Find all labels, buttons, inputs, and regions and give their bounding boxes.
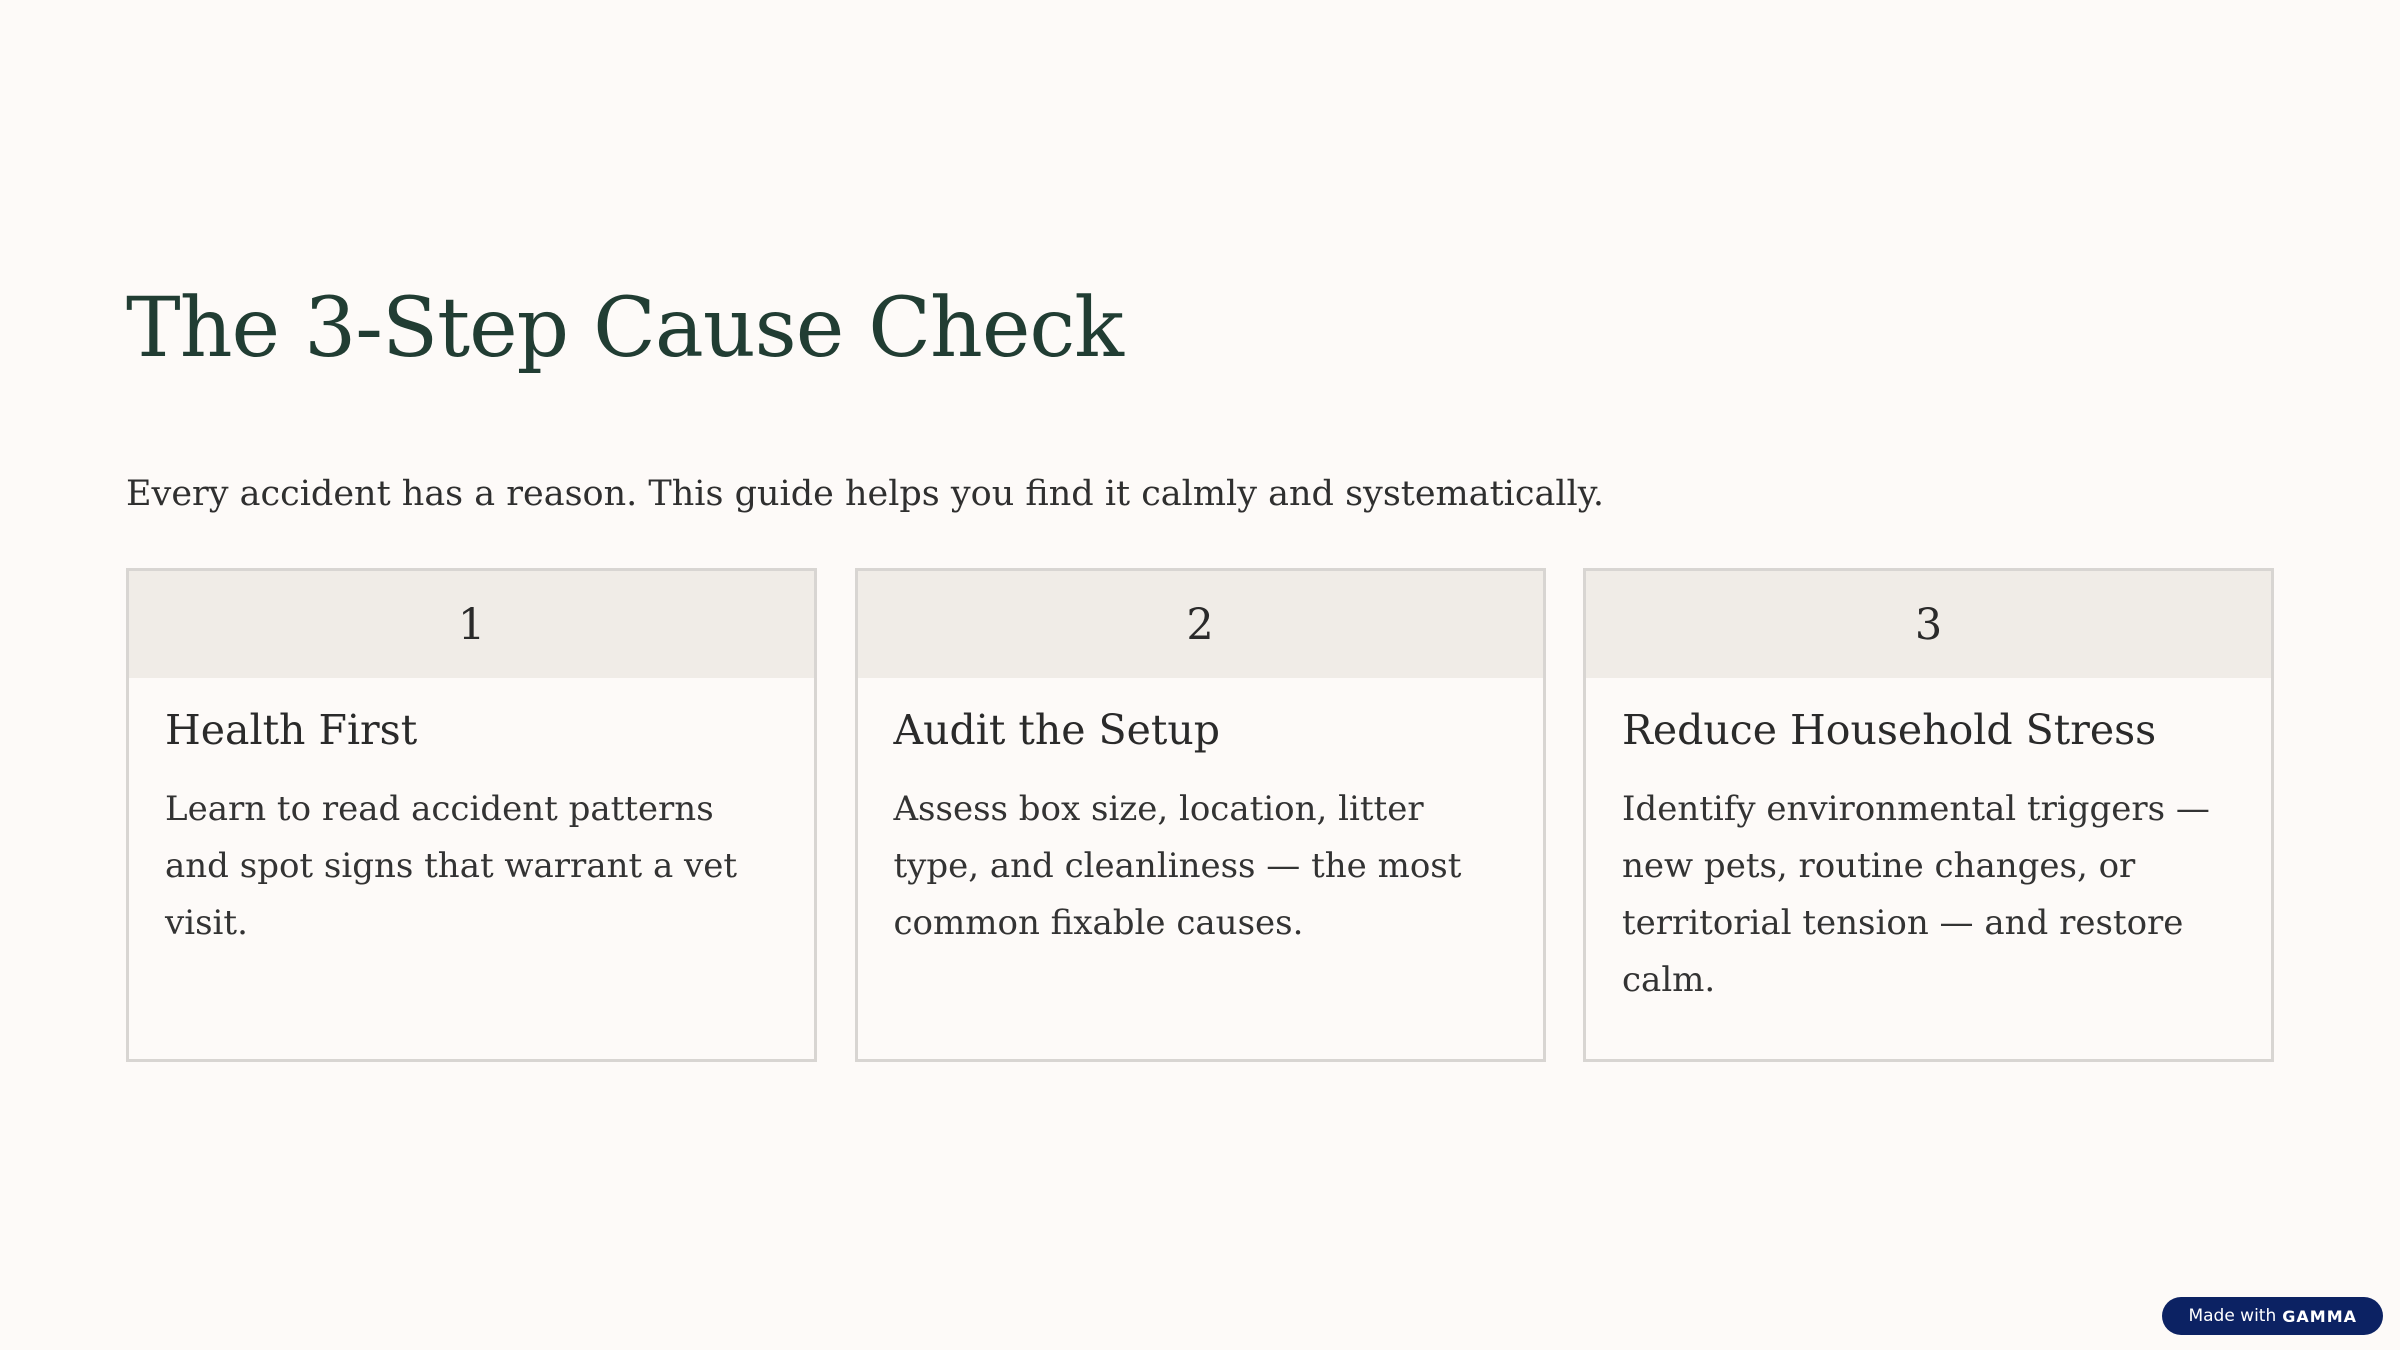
step-title: Reduce Household Stress	[1622, 706, 2157, 754]
step-number: 3	[1914, 599, 1943, 650]
step-card-body	[129, 678, 814, 952]
step-description: Assess box size, location, litter type, and cleanliness — the most common fixable causes.	[893, 789, 1462, 944]
step-card-body	[1586, 678, 2271, 1009]
step-number: 1	[457, 599, 486, 650]
step-description: Learn to read accident patterns and spot signs that warrant a vet visit.	[165, 789, 738, 944]
made-with-gamma-badge[interactable]	[2162, 1297, 2383, 1335]
step-card-3	[1583, 568, 2274, 1062]
step-number-band	[858, 571, 1543, 678]
step-number-band	[129, 571, 814, 678]
step-card-2	[855, 568, 1546, 1062]
step-title: Health First	[165, 706, 418, 754]
step-number-band	[1586, 571, 2271, 678]
slide-subtitle: Every accident has a reason. This guide helps you find it calmly and systematically.	[126, 474, 1604, 514]
step-card-body	[858, 678, 1543, 952]
step-title: Audit the Setup	[893, 706, 1221, 754]
step-cards	[126, 568, 2274, 1062]
gamma-logo: GAMMA	[2282, 1306, 2357, 1326]
step-card-1	[126, 568, 817, 1062]
badge-prefix: Made with	[2188, 1306, 2277, 1326]
step-number: 2	[1186, 599, 1214, 650]
slide-title: The 3-Step Cause Check	[126, 281, 1123, 376]
step-description: Identify environmental triggers — new pets, routine changes, or territorial tension — and restore calm.	[1622, 789, 2210, 1001]
